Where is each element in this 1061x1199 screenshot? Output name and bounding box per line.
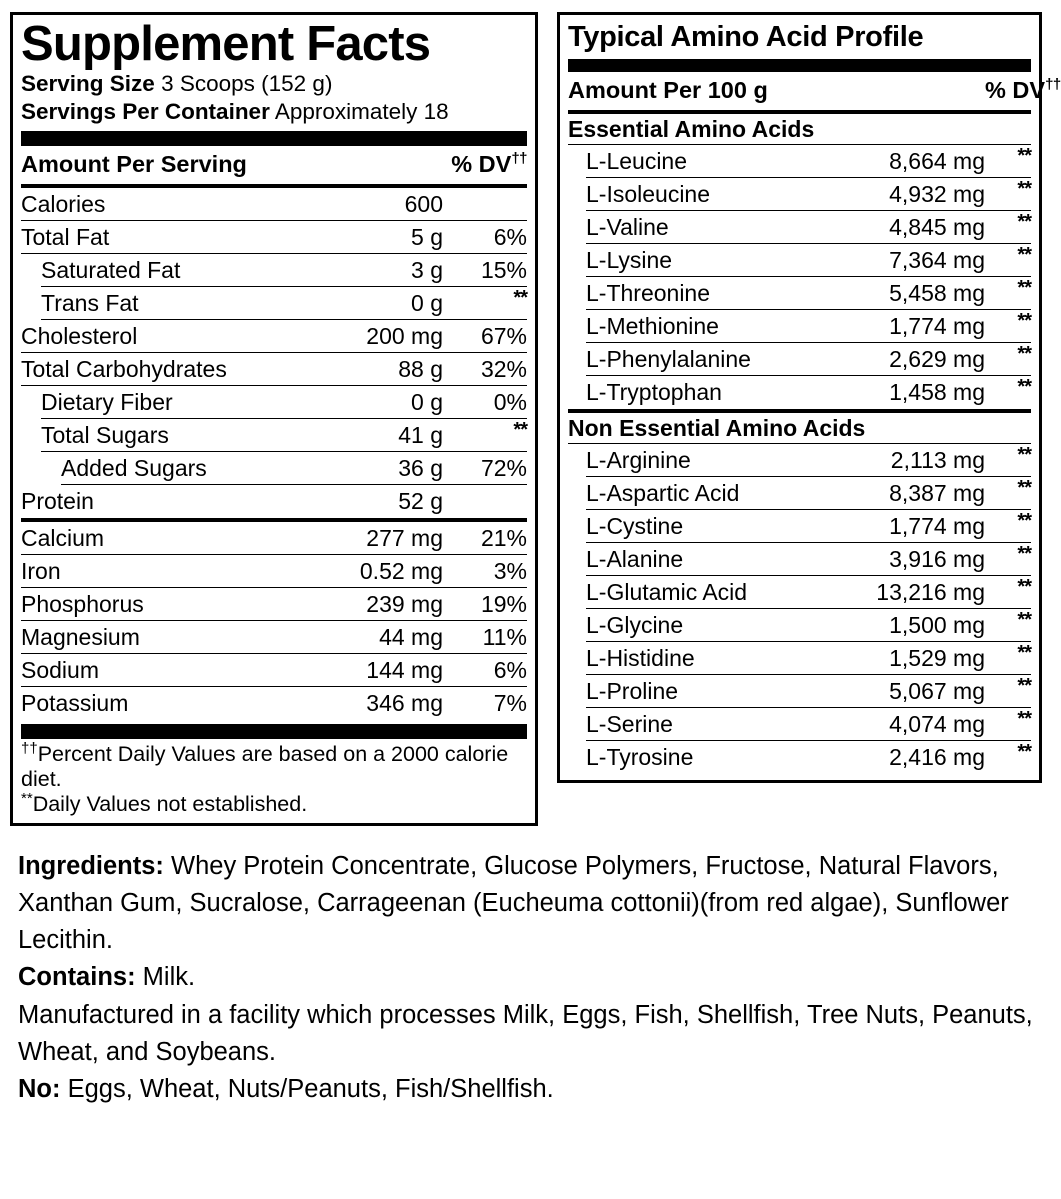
- row-nutrient-name: L-Aspartic Acid: [586, 480, 740, 507]
- row-nutrient-name: L-Tyrosine: [586, 744, 694, 771]
- row-nutrient-name: Protein: [21, 487, 94, 514]
- non-essential-amino-acids-header: Non Essential Amino Acids: [568, 415, 866, 442]
- row-dv-value: [985, 741, 1031, 769]
- essential-amino-rows: [568, 145, 1031, 409]
- no-text: Eggs, Wheat, Nuts/Peanuts, Fish/Shellfish.: [67, 1075, 554, 1104]
- row-dv-value: 11%: [482, 623, 527, 650]
- row-amount-value: 1,774 mg: [889, 313, 985, 340]
- contains-text: Milk.: [142, 963, 196, 992]
- table-row: [21, 485, 527, 518]
- row-dv-value: [985, 376, 1031, 404]
- contains-paragraph: [18, 959, 1043, 996]
- table-row: [21, 353, 527, 386]
- row-nutrient-name: L-Methionine: [586, 313, 719, 340]
- row-amount-value: 1,458 mg: [889, 379, 985, 406]
- row-dv-value: [985, 510, 1031, 538]
- not-established-marker: **: [1017, 277, 1031, 300]
- row-dv-value: [985, 310, 1031, 338]
- row-nutrient-name: L-Threonine: [586, 280, 711, 307]
- table-row: [21, 588, 527, 621]
- row-nutrient-name: L-Tryptophan: [586, 379, 722, 406]
- not-established-marker: **: [1017, 211, 1031, 234]
- row-dv-value: 19%: [480, 590, 527, 617]
- panels-container: [10, 12, 1061, 826]
- row-nutrient-name: Potassium: [21, 689, 129, 716]
- not-established-marker: **: [1017, 741, 1031, 764]
- row-nutrient-name: L-Alanine: [586, 546, 684, 573]
- table-row: [568, 277, 1031, 310]
- table-row: [21, 221, 527, 254]
- no-allergens-paragraph: [18, 1071, 1043, 1108]
- row-dv-value: 32%: [480, 355, 527, 382]
- no-label: No:: [18, 1075, 61, 1104]
- not-established-marker: **: [1017, 343, 1031, 366]
- row-nutrient-name: L-Isoleucine: [586, 181, 711, 208]
- row-dv-value: [985, 444, 1031, 472]
- table-row: [21, 687, 527, 720]
- row-amount-value: 346 mg: [366, 689, 443, 716]
- row-nutrient-name: Trans Fat: [41, 289, 139, 316]
- footnote-star-text: Daily Values not established.: [32, 791, 308, 816]
- row-nutrient-name: Saturated Fat: [41, 256, 181, 283]
- table-row: [568, 376, 1031, 409]
- table-row: [568, 244, 1031, 277]
- row-amount-value: 0 g: [411, 289, 443, 316]
- row-amount-value: 1,500 mg: [889, 612, 985, 639]
- amount-per-serving-header: Amount Per Serving: [21, 150, 247, 177]
- row-dv-value: [985, 675, 1031, 703]
- not-established-marker: **: [1017, 244, 1031, 267]
- row-nutrient-name: L-Lysine: [586, 247, 673, 274]
- row-dv-value: [985, 277, 1031, 305]
- row-dv-value: 3%: [493, 557, 527, 584]
- row-nutrient-name: Total Sugars: [41, 421, 169, 448]
- not-established-marker: **: [1017, 376, 1031, 399]
- row-nutrient-name: L-Proline: [586, 678, 679, 705]
- row-nutrient-name: Sodium: [21, 656, 99, 683]
- supplement-facts-title: Supplement Facts: [21, 17, 431, 71]
- row-amount-value: 3 g: [411, 256, 443, 283]
- footnote-dagger-sup: ††: [21, 739, 38, 757]
- row-amount-value: 4,845 mg: [889, 214, 985, 241]
- row-nutrient-name: Magnesium: [21, 623, 140, 650]
- ingredients-label: Ingredients:: [18, 852, 164, 881]
- row-nutrient-name: L-Glutamic Acid: [586, 579, 748, 606]
- not-established-marker: **: [1017, 642, 1031, 665]
- footnote-divider-bar: [21, 724, 527, 739]
- row-amount-value: 200 mg: [366, 322, 443, 349]
- not-established-marker: **: [1017, 510, 1031, 533]
- non-essential-amino-acids-header-row: [568, 413, 1031, 444]
- row-nutrient-name: Total Carbohydrates: [21, 355, 227, 382]
- row-nutrient-name: Iron: [21, 557, 61, 584]
- row-dv-value: [985, 211, 1031, 239]
- table-row: [568, 741, 1031, 774]
- row-nutrient-name: Phosphorus: [21, 590, 144, 617]
- not-established-marker: **: [1017, 145, 1031, 168]
- table-row: [568, 343, 1031, 376]
- row-nutrient-name: Added Sugars: [61, 454, 207, 481]
- row-amount-value: 5,458 mg: [889, 280, 985, 307]
- row-amount-value: 0.52 mg: [359, 557, 443, 584]
- row-dv-value: [985, 178, 1031, 206]
- footnote-star-sup: **: [21, 789, 33, 807]
- row-amount-value: 5 g: [411, 223, 443, 250]
- essential-amino-acids-header: Essential Amino Acids: [568, 116, 815, 143]
- table-row: [21, 320, 527, 353]
- table-row: [21, 386, 527, 419]
- non-essential-amino-rows: [568, 444, 1031, 774]
- header-divider-bar: [21, 131, 527, 146]
- table-row: [568, 609, 1031, 642]
- row-amount-value: 41 g: [398, 421, 443, 448]
- table-row: [568, 543, 1031, 576]
- table-row: [21, 287, 527, 320]
- serving-size-label: Serving Size: [21, 70, 155, 96]
- row-nutrient-name: L-Serine: [586, 711, 673, 738]
- amino-dv-header-dagger-sup: ††: [1045, 76, 1061, 94]
- footnote-daily-values: [21, 739, 527, 792]
- row-dv-value: [985, 244, 1031, 272]
- row-amount-value: 2,113 mg: [890, 447, 985, 474]
- row-nutrient-name: L-Glycine: [586, 612, 684, 639]
- not-established-marker: **: [513, 286, 527, 309]
- row-dv-value: [985, 642, 1031, 670]
- not-established-marker: **: [1017, 675, 1031, 698]
- table-row: [568, 145, 1031, 178]
- row-amount-value: 52 g: [398, 487, 443, 514]
- row-amount-value: 144 mg: [366, 656, 443, 683]
- mineral-rows: [21, 522, 527, 720]
- row-amount-value: 88 g: [398, 355, 443, 382]
- row-amount-value: 36 g: [398, 454, 443, 481]
- row-dv-value: [985, 576, 1031, 604]
- not-established-marker: **: [1017, 444, 1031, 467]
- not-established-marker: **: [1017, 477, 1031, 500]
- table-row: [568, 310, 1031, 343]
- percent-dv-header: % DV††: [451, 149, 527, 177]
- table-row: [21, 419, 527, 452]
- row-dv-value: 0%: [493, 388, 527, 415]
- row-nutrient-name: Calcium: [21, 524, 105, 551]
- row-amount-value: 600: [404, 190, 443, 217]
- contains-label: Contains:: [18, 963, 136, 992]
- row-amount-value: 2,629 mg: [889, 346, 985, 373]
- amino-acid-profile-panel: [557, 12, 1061, 783]
- row-amount-value: 0 g: [411, 388, 443, 415]
- table-row: [568, 444, 1031, 477]
- footnotes-block: [21, 739, 527, 817]
- table-row: [568, 576, 1031, 609]
- amino-profile-title: Typical Amino Acid Profile: [568, 21, 924, 53]
- row-amount-value: 8,664 mg: [889, 148, 985, 175]
- row-dv-value: [443, 418, 527, 447]
- row-amount-value: 277 mg: [366, 524, 443, 551]
- footnote-dagger-text: Percent Daily Values are based on a 2000 calorie diet.: [21, 741, 509, 791]
- amount-per-100g-header-row: [568, 72, 1061, 110]
- table-row: [568, 642, 1031, 675]
- row-dv-value: [985, 543, 1031, 571]
- table-row: [568, 477, 1031, 510]
- servings-per-container-value: Approximately 18: [274, 99, 449, 125]
- table-row: [21, 654, 527, 687]
- amino-header-divider-bar: [568, 59, 1031, 72]
- row-nutrient-name: Cholesterol: [21, 322, 138, 349]
- serving-size-line: [21, 70, 527, 98]
- not-established-marker: **: [1017, 576, 1031, 599]
- not-established-marker: **: [513, 418, 527, 441]
- row-amount-value: 2,416 mg: [889, 744, 985, 771]
- amount-per-serving-header-row: [21, 146, 527, 184]
- row-dv-value: 6%: [493, 223, 527, 250]
- row-amount-value: 239 mg: [366, 590, 443, 617]
- not-established-marker: **: [1017, 310, 1031, 333]
- not-established-marker: **: [1017, 178, 1031, 201]
- row-nutrient-name: L-Arginine: [586, 447, 691, 474]
- row-dv-value: [985, 145, 1031, 173]
- row-amount-value: 7,364 mg: [889, 247, 985, 274]
- row-nutrient-name: L-Cystine: [586, 513, 684, 540]
- row-amount-value: 4,932 mg: [889, 181, 985, 208]
- row-amount-value: 1,529 mg: [889, 645, 985, 672]
- servings-per-container-line: [21, 98, 527, 126]
- row-nutrient-name: Dietary Fiber: [41, 388, 173, 415]
- row-amount-value: 8,387 mg: [889, 480, 985, 507]
- footnote-not-established: [21, 789, 527, 817]
- row-dv-value: [985, 343, 1031, 371]
- row-dv-value: 21%: [480, 524, 527, 551]
- row-nutrient-name: L-Leucine: [586, 148, 688, 175]
- row-amount-value: 4,074 mg: [889, 711, 985, 738]
- row-dv-value: 72%: [480, 454, 527, 481]
- ingredients-paragraph: [18, 848, 1043, 958]
- row-amount-value: 5,067 mg: [889, 678, 985, 705]
- table-row: [568, 675, 1031, 708]
- table-row: [21, 522, 527, 555]
- row-amount-value: 3,916 mg: [889, 546, 985, 573]
- amino-percent-dv-header: % DV††: [985, 76, 1061, 104]
- supplement-facts-panel: [10, 12, 538, 826]
- table-row: [568, 211, 1031, 244]
- servings-per-container-label: Servings Per Container: [21, 99, 270, 125]
- table-row: [568, 708, 1031, 741]
- facility-paragraph: Manufactured in a facility which processes Milk, Eggs, Fish, Shellfish, Tree Nuts, Peanuts, Wheat, and Soybeans.: [18, 1000, 1033, 1066]
- table-row: [21, 555, 527, 588]
- dv-header-dagger-sup: ††: [511, 149, 527, 167]
- row-dv-value: 7%: [493, 689, 527, 716]
- amount-per-100g-header: Amount Per 100 g: [568, 77, 768, 104]
- row-dv-value: [985, 477, 1031, 505]
- row-dv-value: 15%: [480, 256, 527, 283]
- row-nutrient-name: L-Phenylalanine: [586, 346, 751, 373]
- nutrient-rows: [21, 188, 527, 518]
- row-amount-value: 1,774 mg: [889, 513, 985, 540]
- row-dv-value: [985, 609, 1031, 637]
- row-amount-value: 13,216 mg: [876, 579, 985, 606]
- not-established-marker: **: [1017, 543, 1031, 566]
- row-dv-value: 67%: [480, 322, 527, 349]
- table-row: [21, 452, 527, 485]
- row-nutrient-name: L-Valine: [586, 214, 669, 241]
- row-dv-value: [985, 708, 1031, 736]
- table-row: [21, 621, 527, 654]
- row-amount-value: 44 mg: [379, 623, 443, 650]
- table-row: [568, 178, 1031, 211]
- table-row: [568, 510, 1031, 543]
- row-nutrient-name: Calories: [21, 190, 106, 217]
- ingredients-text: Whey Protein Concentrate, Glucose Polymers, Fructose, Natural Flavors, Xanthan Gum, Sucralose, Carrageenan (Eucheuma cottonii)(from red algae), Sunflower Lecithin.: [18, 852, 1009, 954]
- bottom-text-block: [10, 826, 1051, 1108]
- essential-amino-acids-header-row: [568, 114, 1031, 145]
- table-row: [21, 188, 527, 221]
- not-established-marker: **: [1017, 609, 1031, 632]
- serving-size-value: 3 Scoops (152 g): [161, 70, 333, 96]
- row-dv-value: [443, 286, 527, 315]
- row-dv-value: 6%: [493, 656, 527, 683]
- row-nutrient-name: Total Fat: [21, 223, 110, 250]
- not-established-marker: **: [1017, 708, 1031, 731]
- table-row: [21, 254, 527, 287]
- row-nutrient-name: L-Histidine: [586, 645, 695, 672]
